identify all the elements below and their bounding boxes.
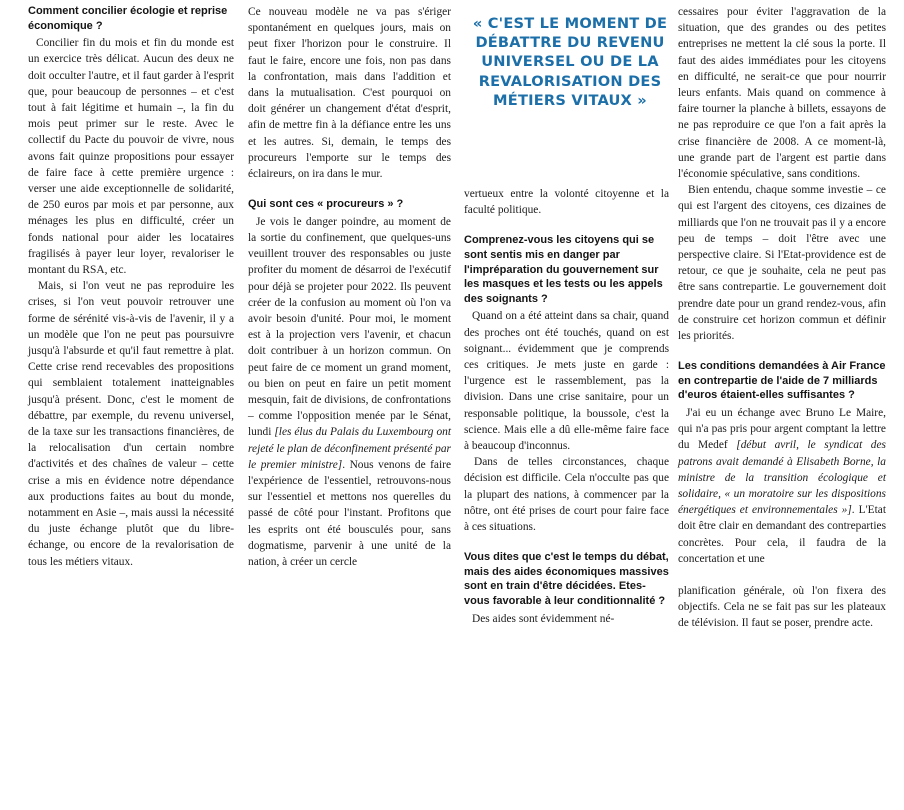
answer-text: Je vois le danger poindre, au moment de la sortie du confinement, que quelques-uns veuillent trouver des responsables ou juste profiter du moment de désarroi de l'exécutif pour déjà se projeter pour 2022. Ils peuvent créer de la confusion au moment où l'on va avoir besoin d'unité. Pour moi, le moment est à la projection vers l'avenir, et chacun doit contribuer à un horizon commun. On peut faire de ce moment un grand moment, ou bien on peut en faire un petit moment mesquin, fait de divisions, de confrontations – comme l'opposition menée par le Sénat, lundi	[248, 215, 451, 439]
answer-paragraph: vertueux entre la volonté citoyenne et la faculté politique.	[464, 188, 669, 217]
answer-paragraph: Bien entendu, chaque somme investie – ce qui est l'argent des citoyens, ces dizaines de milliards que l'on ne trouvait pas il y a encore peu de temps – doit l'être avec une perspective claire. Si l'Etat-providence est de retour, ce que je souhaite, cela ne peut pas être sans contrepartie. Le gouvernement doit prendre date pour un grand rendez-vous, afin de construire cet horizon commun et définir les priorités.	[678, 184, 886, 343]
answer-text: . Nous venons de faire l'expérience de l'essentiel, retrouvons-nous sur l'essentiel et mettons nos querelles du passé de côté pour l'instant. Profitons que les esprits ont été bousculés pour, sans dogmatisme, parvenir à une unité de la nation, à créer un cercle	[248, 458, 452, 569]
column-3-body	[464, 186, 669, 627]
question-air-france: Les conditions demandées à Air France en contrepartie de l'aide de 7 milliards d'euros étaient-elles suffisantes ?	[678, 360, 886, 402]
question-ecologie: Comment concilier écologie et reprise économique ?	[28, 5, 228, 32]
answer-paragraph: Concilier fin du mois et fin du monde est un exercice très délicat. Aucun des deux ne doit occulter l'autre, et il faut garder à l'esprit que, pour beaucoup de personnes – et c'est tout à fait légitime et humain –, la fin du mois peut primer sur le reste. Avec le collectif du Pacte du pouvoir de vivre, nous avons fait quinze propositions pour essayer de faire face à cette première urgence : verser une aide exceptionnelle de solidarité, de 250 euros par mois et par personne, aux ménages les plus en difficulté, créer un fonds national pour aider les locataires fragilisés à payer leur loyer, revaloriser le montant du RSA, etc.	[28, 37, 234, 277]
answer-paragraph: Dans de telles circonstances, chaque décision est difficile. Cela n'occulte pas que la plupart des nations, à commencer par la nôtre, ont été prises de court pour faire face à ces situations.	[464, 456, 669, 534]
answer-paragraph: Mais, si l'on veut ne pas reproduire les crises, si l'on veut pouvoir retrouver une forme de sérénité vis-à-vis de l'avenir, il y a un modèle que l'on ne peut pas poursuivre jusqu'à l'absurde et qu'il faut remettre à plat. Cette crise rend recevables des propositions qui semblaient totalement inatteignables jusqu'à présent. Donc, c'est le moment de débattre, par exemple, du revenu universel, de la taxe sur les transactions financières, de la relocalisation d'un certain nombre d'activités et des chaînes de valeur – cette crise a mis en évidence notre dépendance aux productions faites au bout du monde, notamment en Asie –, mais aussi la nécessité du juste échange plutôt que du libre-échange, ou encore de la revalorisation de tous les métiers vitaux.	[28, 280, 234, 568]
column-2	[248, 4, 451, 570]
answer-paragraph: Des aides sont évidemment né-	[472, 612, 615, 625]
column-4	[678, 4, 886, 632]
editorial-note: [début avril, le syndicat des patrons avait demandé à Elisabeth Borne, la ministre de la transition écologique et solidaire, « un moratoire sur les dispositions énergétiques et environnementales »]	[678, 439, 886, 517]
column-1	[28, 4, 234, 570]
answer-text: J'ai eu un échange avec Bruno Le Maire, qui n'a pas pris pour argent comptant la lettre du Medef	[678, 407, 886, 452]
answer-text: . L'Etat doit être clair en demandant des contreparties concrètes. Pour cela, il faudra de la concertation et une	[678, 504, 886, 565]
editorial-note: [les élus du Palais du Luxembourg ont rejeté le plan de déconfinement présenté par le premier ministre]	[248, 426, 451, 471]
answer-paragraph	[678, 405, 886, 567]
answer-paragraph: Ce nouveau modèle ne va pas s'ériger spontanément en quelques jours, mais on peut fixer l'horizon pour le construire. Il faut le faire, encore une fois, non pas dans la confrontation, mais dans l'addition et dans la mutualisation. C'est pourquoi on doit générer un changement d'état d'esprit, afin de mettre fin à la défiance entre les uns et les autres. Si, demain, le temps des procureurs l'emporte sur le temps des éclaireurs, on ira dans le mur.	[248, 6, 451, 181]
question-procureurs: Qui sont ces « procureurs » ?	[248, 198, 404, 211]
pull-quote: « C'EST LE MOMENT DE DÉBATTRE DU REVENU UNIVERSEL OU DE LA REVALORISATION DES MÉTIERS VITAUX »	[472, 15, 668, 109]
answer-paragraph	[248, 214, 451, 570]
question-aides: Vous dites que c'est le temps du débat, mais des aides économiques massives sont en train d'être décidées. Etes-vous favorable à leur conditionnalité ?	[464, 551, 669, 607]
answer-paragraph: Quand on a été atteint dans sa chair, quand des proches ont été touchés, quand on est soignant... évidemment que je comprends ces critiques. Je mets juste en garde : l'urgence est le rassemblement, pas la division. Dans une crise sanitaire, pour un responsable politique, la boussole, c'est la science. Mais elle a dû elle-même faire face à beaucoup d'inconnus.	[464, 310, 669, 452]
question-citoyens: Comprenez-vous les citoyens qui se sont sentis mis en danger par l'impréparation du gouvernement sur les masques et les tests ou les appels des soignants ?	[464, 234, 663, 305]
answer-paragraph: planification générale, où l'on fixera des objectifs. Cela ne se fait pas sur les plateaux de télévision. Il faut se poser, prendre acte.	[678, 585, 886, 630]
answer-paragraph: cessaires pour éviter l'aggravation de la situation, que des grandes ou des petites entreprises ne mettent la clé sous la porte. Il faut des aides immédiates pour les citoyens en difficulté, ne serait-ce que pour nourrir leurs enfants. Mais quand on commence à faire tourner la planche à billets, essayons de ne pas reproduire ce que l'on a fait après la crise financière de 2008. A ce moment-là, une grande part de l'argent est partie dans l'économie spéculative, sans conditions.	[678, 6, 886, 181]
